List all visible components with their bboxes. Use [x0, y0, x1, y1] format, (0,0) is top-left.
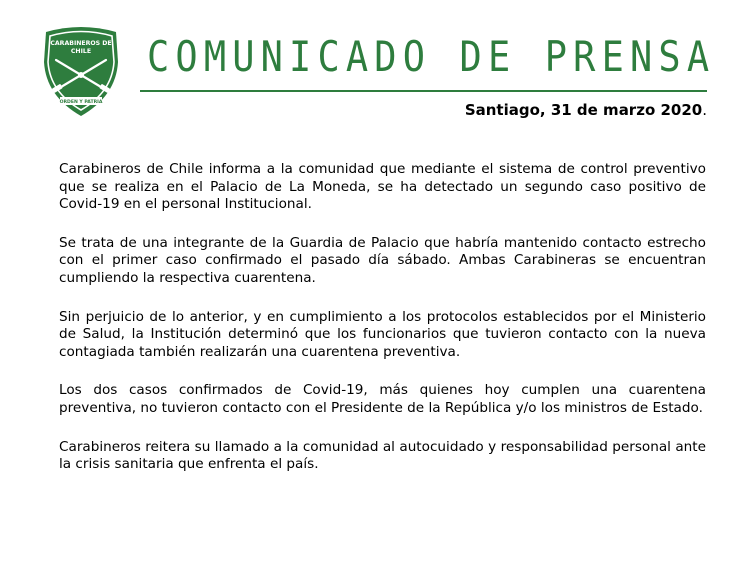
- paragraph: Carabineros de Chile informa a la comunidad que mediante el sistema de control preventivo que se realiza en el Palacio de La Moneda, se ha detectado un segundo caso positivo de Covid-19 en el personal Institucional.: [59, 161, 706, 213]
- carabineros-logo: [36, 22, 126, 118]
- paragraph: Se trata de una integrante de la Guardia de Palacio que habría mantenido contacto estrecho con el primer caso confirmado el pasado día sábado. Ambas Carabineras se encuentran cumpliendo la respectiva cuarentena.: [59, 234, 706, 286]
- press-release-body: [59, 161, 706, 495]
- paragraph: Carabineros reitera su llamado a la comunidad al autocuidado y responsabilidad personal ante la crisis sanitaria que enfrenta el país.: [59, 438, 706, 473]
- dateline-trailing: .: [702, 101, 707, 119]
- dateline-text: Santiago, 31 de marzo 2020: [464, 101, 703, 119]
- dateline: [465, 101, 707, 119]
- paragraph: Sin perjuicio de lo anterior, y en cumplimiento a los protocolos establecidos por el Ministerio de Salud, la Institución determinó que los funcionarios que tuvieron contacto con la nueva contagiada también realizarán una cuarentena preventiva.: [59, 308, 706, 360]
- title-divider: [140, 90, 707, 92]
- logo-middle-text: CHILE: [70, 48, 92, 55]
- logo-top-text: CARABINEROS DE: [50, 40, 112, 47]
- crossed-rifles-shield-icon: [36, 22, 126, 118]
- paragraph: Los dos casos confirmados de Covid-19, más quienes hoy cumplen una cuarentena preventiva, no tuvieron contacto con el Presidente de la República y/o los ministros de Estado.: [59, 382, 706, 416]
- page-title: COMUNICADO DE PRENSA: [147, 32, 716, 81]
- logo-motto: ORDEN Y PATRIA: [59, 100, 103, 105]
